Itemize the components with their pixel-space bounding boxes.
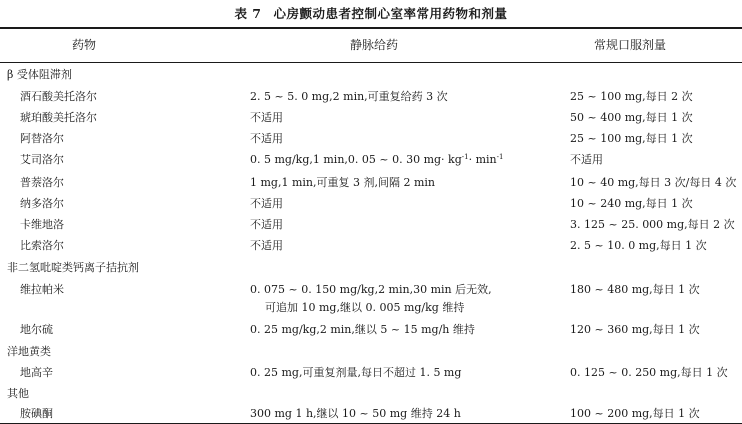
iv-dose — [250, 152, 503, 168]
category-label: 非二氢吡啶类钙离子拮抗剂 — [7, 261, 139, 274]
drug-name: 地尔硫 — [20, 323, 53, 336]
oral-dose: 180 ~ 480 mg,每日 1 次 — [570, 283, 700, 296]
oral-dose: 120 ~ 360 mg,每日 1 次 — [570, 323, 700, 336]
oral-dose: 不适用 — [570, 153, 603, 166]
drug-name: 普萘洛尔 — [20, 176, 64, 189]
drug-name: 纳多洛尔 — [20, 197, 64, 210]
category-label: 其他 — [7, 387, 29, 400]
oral-dose: 25 ~ 100 mg,每日 2 次 — [570, 90, 693, 103]
drug-name: 维拉帕米 — [20, 283, 64, 296]
iv-dose-main: 0. 5 mg/kg,1 min,0. 05 ~ 0. 30 mg· kg — [250, 153, 462, 166]
iv-dose: 不适用 — [250, 197, 283, 210]
iv-dose: 0. 25 mg,可重复剂量,每日不超过 1. 5 mg — [250, 366, 462, 379]
top-rule — [0, 27, 742, 29]
table-caption: 心房颤动患者控制心室率常用药物和剂量 — [273, 6, 508, 21]
oral-dose: 10 ~ 40 mg,每日 3 次/每日 4 次 — [570, 176, 737, 189]
iv-dose-exponent: -1 — [496, 153, 504, 161]
drug-name: 艾司洛尔 — [20, 153, 64, 166]
drug-name: 地高辛 — [20, 366, 53, 379]
header-rule — [0, 62, 742, 63]
oral-dose: 50 ~ 400 mg,每日 1 次 — [570, 111, 693, 124]
iv-dose-unit: · min — [468, 153, 497, 166]
oral-dose: 2. 5 ~ 10. 0 mg,每日 1 次 — [570, 239, 707, 252]
drug-name: 卡维地洛 — [20, 218, 64, 231]
oral-dose: 0. 125 ~ 0. 250 mg,每日 1 次 — [570, 366, 728, 379]
iv-dose-continued: 可追加 10 mg,继以 0. 005 mg/kg 维持 — [265, 301, 465, 314]
iv-dose: 不适用 — [250, 239, 283, 252]
header-drug: 药物 — [72, 38, 97, 52]
category-label: 洋地黄类 — [7, 345, 51, 358]
drug-name: 胺碘酮 — [20, 407, 53, 420]
table-number: 表 7 — [234, 6, 262, 21]
header-iv: 静脉给药 — [350, 38, 399, 52]
drug-name: 酒石酸美托洛尔 — [20, 90, 97, 103]
drug-name: 阿替洛尔 — [20, 132, 64, 145]
drug-name: 比索洛尔 — [20, 239, 64, 252]
oral-dose: 3. 125 ~ 25. 000 mg,每日 2 次 — [570, 218, 735, 231]
iv-dose: 0. 25 mg/kg,2 min,继以 5 ~ 15 mg/h 维持 — [250, 323, 475, 336]
iv-dose: 2. 5 ~ 5. 0 mg,2 min,可重复给药 3 次 — [250, 90, 448, 103]
table-title — [0, 4, 742, 22]
iv-dose: 不适用 — [250, 218, 283, 231]
iv-dose: 不适用 — [250, 132, 283, 145]
header-oral: 常规口服剂量 — [594, 38, 667, 52]
iv-dose: 0. 075 ~ 0. 150 mg/kg,2 min,30 min 后无效, — [250, 283, 492, 296]
iv-dose-exponent: -1 — [461, 153, 469, 161]
category-label: β 受体阻滞剂 — [7, 68, 72, 81]
oral-dose: 25 ~ 100 mg,每日 1 次 — [570, 132, 693, 145]
iv-dose: 300 mg 1 h,继以 10 ~ 50 mg 维持 24 h — [250, 407, 461, 420]
drug-name: 琥珀酸美托洛尔 — [20, 111, 97, 124]
oral-dose: 100 ~ 200 mg,每日 1 次 — [570, 407, 700, 420]
iv-dose: 不适用 — [250, 111, 283, 124]
oral-dose: 10 ~ 240 mg,每日 1 次 — [570, 197, 693, 210]
iv-dose: 1 mg,1 min,可重复 3 剂,间隔 2 min — [250, 176, 436, 189]
